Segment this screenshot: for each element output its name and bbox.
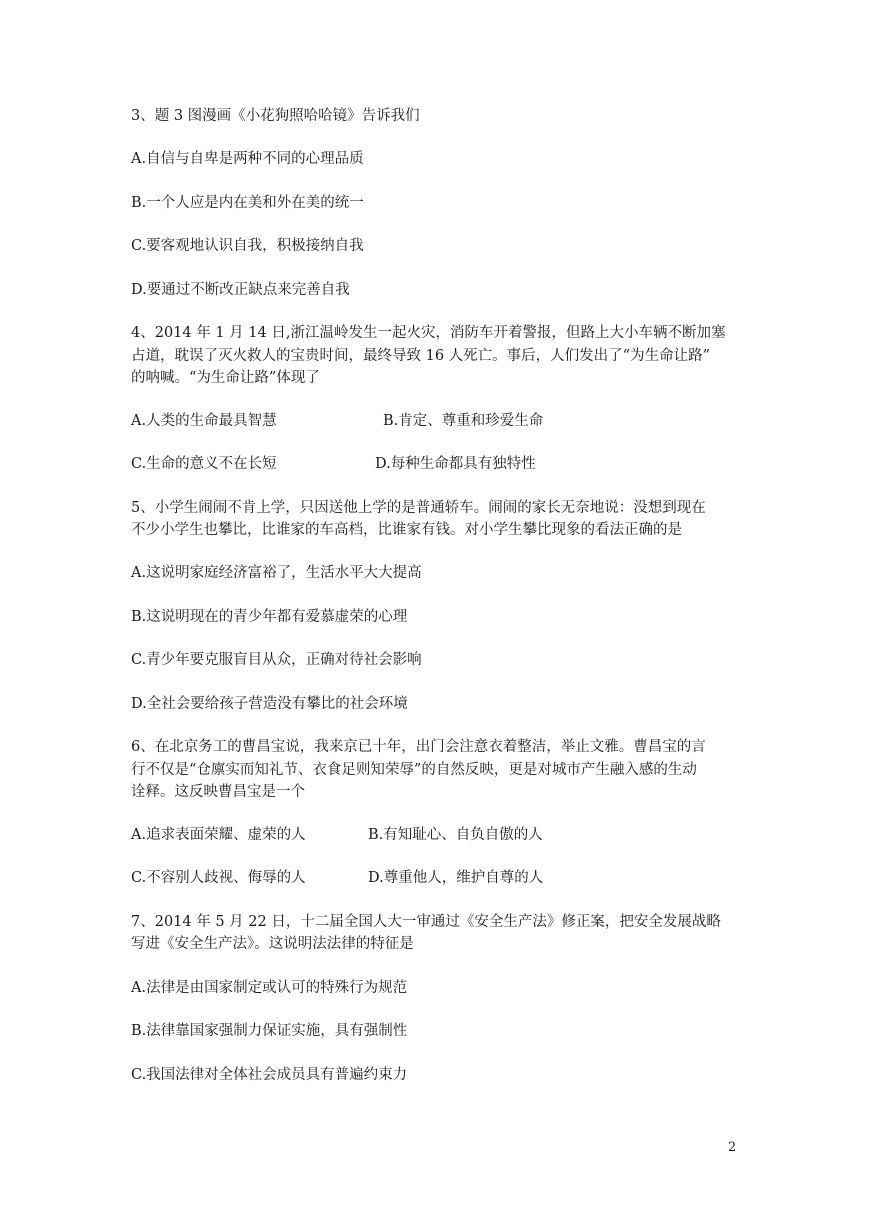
q4-stem-line-1: 4、2014 年 1 月 14 日,浙江温岭发生一起火灾，消防车开着警报，但路上大小车辆不断加塞 (131, 325, 726, 341)
page-number: 2 (728, 1140, 737, 1155)
q3-option-c: C.要客观地认识自我，积极接纳自我 (131, 238, 364, 254)
q4-option-c: C.生命的意义不在长短 (131, 456, 277, 472)
q6-stem-line-3: 诠释。这反映曹昌宝是一个 (131, 784, 305, 800)
q7-option-b: B.法律靠国家强制力保证实施，具有强制性 (131, 1023, 408, 1039)
q5-stem-line-2: 不少小学生也攀比，比谁家的车高档，比谁家有钱。对小学生攀比现象的看法正确的是 (131, 522, 682, 538)
q3-option-b: B.一个人应是内在美和外在美的统一 (131, 195, 364, 211)
q6-option-d: D.尊重他人，维护自尊的人 (368, 870, 544, 886)
q4-option-b: B.肯定、尊重和珍爱生命 (383, 413, 544, 429)
q6-option-b: B.有知耻心、自负自傲的人 (368, 827, 543, 843)
q6-option-c: C.不容别人歧视、侮辱的人 (131, 870, 306, 886)
q5-stem-line-1: 5、小学生闹闹不肯上学，只因送他上学的是普通轿车。闹闹的家长无奈地说：没想到现在 (131, 500, 706, 516)
q3-option-a: A.自信与自卑是两种不同的心理品质 (131, 151, 364, 167)
q7-stem-line-1: 7、2014 年 5 月 22 日，十二届全国人大一审通过《安全生产法》修正案，把安全发展战略 (131, 914, 721, 930)
q3-option-d: D.要通过不断改正缺点来完善自我 (131, 282, 350, 298)
q4-option-d: D.每种生命都具有独特性 (375, 456, 536, 472)
q7-stem-line-2: 写进《安全生产法》。这说明法法律的特征是 (131, 936, 414, 952)
q5-option-d: D.全社会要给孩子营造没有攀比的社会环境 (131, 696, 408, 712)
q5-option-c: C.青少年要克服盲目从众，正确对待社会影响 (131, 652, 422, 668)
q7-option-c: C.我国法律对全体社会成员具有普遍约束力 (131, 1067, 408, 1083)
q4-stem-line-3: 的呐喊。“为生命让路”体现了 (131, 370, 320, 386)
q4-option-a: A.人类的生命最具智慧 (131, 413, 277, 429)
q6-stem-line-1: 6、在北京务工的曹昌宝说，我来京已十年，出门会注意衣着整洁，举止文雅。曹昌宝的言 (131, 739, 706, 755)
q7-option-a: A.法律是由国家制定或认可的特殊行为规范 (131, 980, 408, 996)
q4-stem-line-2: 占道，耽误了灭火救人的宝贵时间，最终导致 16 人死亡。事后，人们发出了“为生命让路” (131, 348, 710, 364)
q5-option-a: A.这说明家庭经济富裕了，生活水平大大提高 (131, 565, 422, 581)
q6-stem-line-2: 行不仅是“仓廪实而知礼节、衣食足则知荣辱”的自然反映，更是对城市产生融入感的生动 (131, 762, 697, 778)
q6-option-a: A.追求表面荣耀、虚荣的人 (131, 827, 306, 843)
q5-option-b: B.这说明现在的青少年都有爱慕虚荣的心理 (131, 609, 408, 625)
q3-stem: 3、题 3 图漫画《小花狗照哈哈镜》告诉我们 (131, 108, 420, 124)
